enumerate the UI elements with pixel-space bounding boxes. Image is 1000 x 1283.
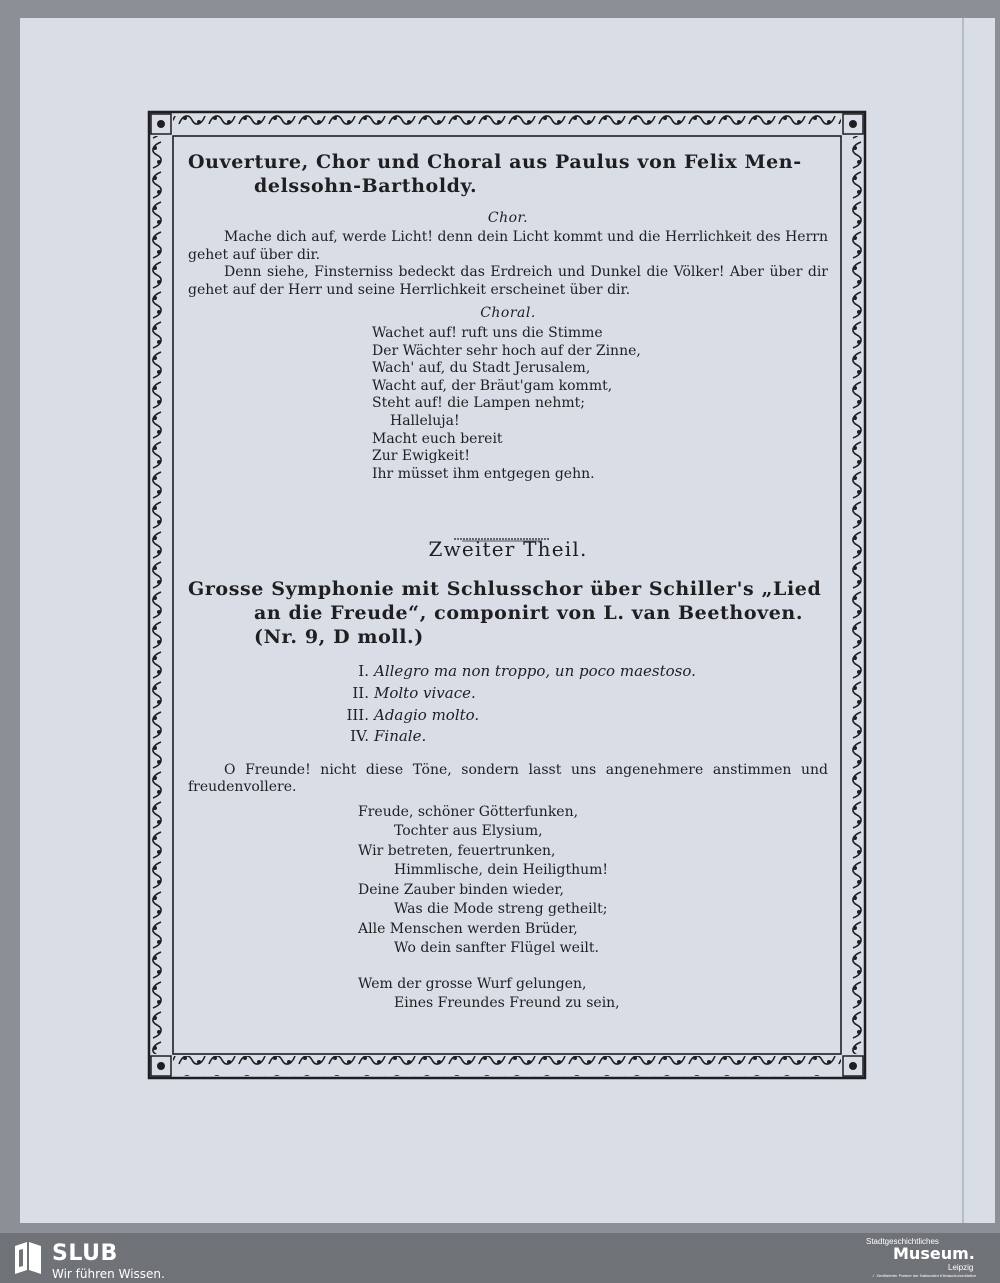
program-content [188, 150, 828, 1014]
heading-line: (Nr. 9, D moll.) [254, 626, 424, 649]
viewer-footer-bar [0, 1233, 1000, 1283]
section-paulus [188, 150, 828, 483]
verse-line: Wem der grosse Wurf gelungen, [358, 975, 587, 992]
movement-item: II. Molto vivace. [352, 683, 476, 702]
heading-line: delssohn-Bartholdy. [254, 175, 478, 197]
verse-line: Der Wächter sehr hoch auf der Zinne, [372, 342, 641, 359]
verse-line: Steht auf! die Lampen nehmt; [372, 395, 585, 412]
section-beethoven [188, 537, 828, 1013]
choral-label: Choral. [480, 305, 536, 321]
verse-line: Tochter aus Elysium, [394, 823, 543, 840]
verse-line: Halleluja! [390, 412, 460, 429]
chor-paragraph: Denn siehe, Finsterniss bedeckt das Erdreich und Dunkel die Völker! Aber über dir gehet auf der Herr und seine Herrlichkeit erscheinet über dir. [188, 264, 828, 298]
page-fold-line [962, 18, 964, 1223]
library-tagline: Wir führen Wissen. [52, 1267, 165, 1281]
section-heading-paulus [188, 150, 828, 198]
verse-line: Wach' auf, du Stadt Jerusalem, [372, 360, 591, 377]
part-title: Zweiter Theil. [428, 537, 588, 562]
choral-verse [188, 325, 828, 483]
museum-label-top: Stadtgeschichtliches [866, 1237, 939, 1246]
verse-line: Macht euch bereit [372, 430, 503, 447]
verse-line: Zur Ewigkeit! [372, 448, 471, 465]
slub-book-icon [13, 1240, 43, 1274]
verse-line: Freude, schöner Götterfunken, [358, 803, 579, 820]
verse-line: Alle Menschen werden Brüder, [358, 920, 578, 937]
verse-line: Wir betreten, feuertrunken, [358, 842, 556, 859]
verse-line: Deine Zauber binden wieder, [358, 881, 564, 898]
heading-line: an die Freude“, componirt von L. van Beethoven. [254, 602, 804, 625]
chor-paragraph: Mache dich auf, werde Licht! denn dein Licht kommt und die Herrlichkeit des Herrn gehet auf über dir. [188, 229, 828, 263]
verse-line: Was die Mode streng getheilt; [394, 901, 608, 918]
intro-paragraph: O Freunde! nicht diese Töne, sondern lasst uns angenehmere anstimmen und freudenvollere. [188, 761, 828, 796]
verse-line: Wacht auf, der Bräut'gam kommt, [372, 377, 613, 394]
movement-list [188, 661, 828, 747]
movement-item: III. Adagio molto. [346, 705, 480, 724]
ode-stanza [188, 803, 828, 959]
section-heading-beethoven [188, 577, 828, 649]
verse-line: Wo dein sanfter Flügel weilt. [394, 940, 599, 957]
ode-stanza [188, 975, 828, 1014]
heading-line: Grosse Symphonie mit Schlusschor über Schiller's „Lied [188, 578, 822, 601]
chor-label: Chor. [487, 210, 529, 226]
heading-line: Ouverture, Chor und Choral aus Paulus von Felix Men- [188, 151, 802, 173]
museum-name[interactable]: Museum. [893, 1244, 975, 1263]
library-name[interactable]: SLUB [52, 1241, 118, 1266]
movement-item: IV. Finale. [350, 727, 427, 746]
verse-line: Wachet auf! ruft uns die Stimme [372, 325, 603, 341]
verse-line: Ihr müsset ihm entgegen gehn. [372, 465, 595, 482]
movement-item: I. Allegro ma non troppo, un poco maestoso. [358, 662, 696, 681]
ornamental-divider-icon [454, 536, 550, 542]
verse-line: Himmlische, dein Heiligthum! [394, 862, 609, 879]
museum-partner-note: ✓ Zertifizierter Partner der Nationalen Klimaschutzinitiative [872, 1273, 977, 1278]
museum-city: Leipzig [948, 1263, 974, 1272]
verse-line: Eines Freundes Freund zu sein, [394, 995, 620, 1012]
